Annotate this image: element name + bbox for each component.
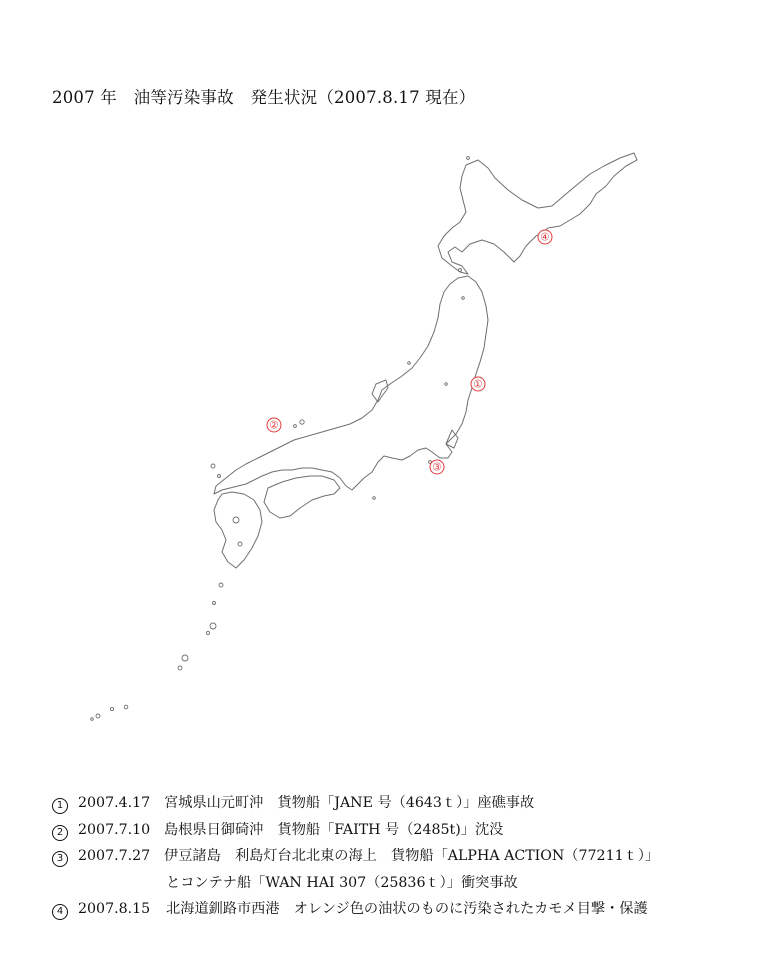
incident-number: 2 — [52, 825, 68, 841]
incident-description: 伊豆諸島 利島灯台北北東の海上 貨物船「ALPHA ACTION（77211ｔ）」 — [164, 848, 660, 864]
marker-3-label: ③ — [432, 461, 442, 474]
incident-number: 4 — [52, 904, 68, 920]
incident-description: 宮城県山元町沖 貨物船「JANE 号（4643ｔ）」座礁事故 — [164, 795, 535, 811]
marker-4-label: ④ — [540, 231, 550, 244]
incident-row — [52, 896, 659, 923]
incident-row — [52, 843, 659, 870]
incident-description: 島根県日御碕沖 貨物船「FAITH 号（2485t)」沈没 — [164, 821, 504, 838]
incident-number: 3 — [52, 851, 68, 867]
shikoku-outline — [264, 476, 340, 518]
incident-row — [52, 790, 659, 817]
marker-2 — [267, 418, 281, 432]
incident-list — [52, 790, 659, 923]
incident-description: 北海道釧路市西港 オレンジ色の油状のものに汚染されたカモメ目撃・保護 — [166, 901, 648, 917]
noto-peninsula — [372, 380, 388, 402]
marker-1 — [471, 377, 485, 391]
kyushu-outline — [214, 492, 262, 568]
incident-date: 2007.7.27 — [78, 848, 151, 864]
incident-row — [52, 817, 659, 844]
marker-4 — [538, 230, 552, 244]
marker-2-label: ② — [269, 419, 279, 432]
incident-date: 2007.8.15 — [78, 901, 151, 917]
marker-1-label: ① — [473, 378, 483, 391]
marker-3 — [430, 460, 444, 474]
incident-description-continued: とコンテナ船「WAN HAI 307（25836ｔ）」衝突事故 — [166, 874, 518, 891]
incident-number: 1 — [52, 798, 68, 814]
incident-date: 2007.4.17 — [78, 795, 151, 811]
hokkaido-outline — [438, 153, 637, 274]
incident-date: 2007.7.10 — [78, 821, 151, 838]
page-title: 2007 年 油等汚染事故 発生状況（2007.8.17 現在） — [52, 88, 476, 107]
incident-continuation — [52, 870, 659, 897]
